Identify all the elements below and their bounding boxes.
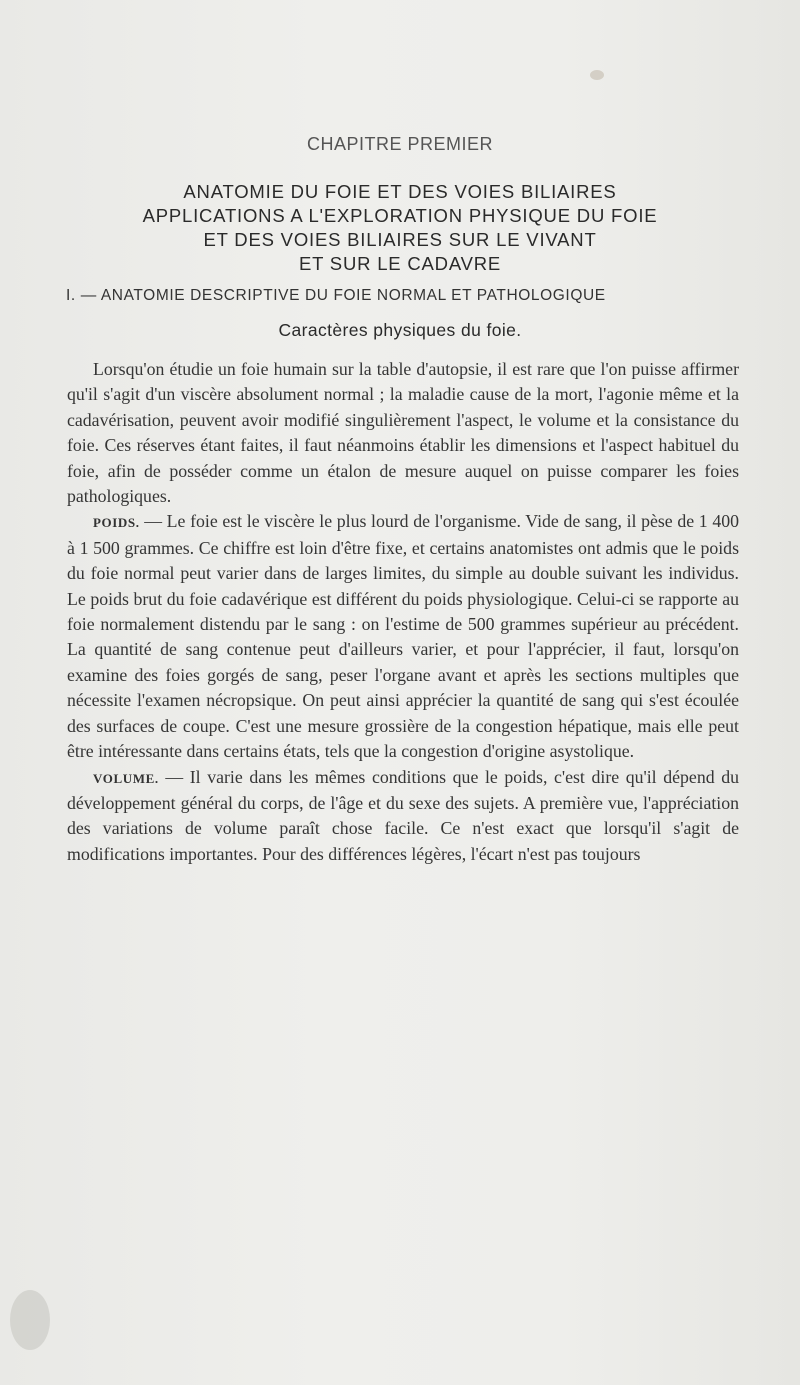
volume-text: — Il varie dans les mêmes conditions que le poids, c'est dire qu'il dépend du développement général du corps, de l'âge et du sexe des sujets. A première vue, l'appréciation des variations de volume paraît chose facile. Ce n'est exact que lorsqu'il s'agit de modifications importantes. Pour des différences légères, l'écart n'est pas toujours xyxy=(67,766,739,864)
body-text xyxy=(67,357,739,867)
subsection-heading: Caractères physiques du foie. xyxy=(278,320,522,340)
chapter-title xyxy=(40,180,760,276)
title-line-3: ET DES VOIES BILIAIRES SUR LE VIVANT xyxy=(203,229,597,250)
poids-text: — Le foie est le viscère le plus lourd de l'organisme. Vide de sang, il pèse de 1 400 à 1 500 grammes. Ce chiffre est loin d'être fixe, et certains anatomistes ont admis que le poids du foie normal peut varier dans de larges limites, du simple au double suivant les individus. Le poids brut du foie cadavérique est différent du poids physiologique. Celui-ci se rapporte au foie normalement distendu par le sang : on l'estime de 500 grammes supérieur au précédent. La quantité de sang contenue peut d'ailleurs varier, et pour l'apprécier, il faut, lorsqu'on examine des foies gorgés de sang, peser l'organe avant et après les sections multiples que nécessite l'examen nécropsique. On peut ainsi apprécier la quantité de sang qui s'est écoulée des surfaces de coupe. C'est une mesure grossière de la congestion hépatique, mais elle peut être intéressante dans certains états, tels que la congestion d'origine asystolique. xyxy=(67,511,739,762)
paper-stain xyxy=(10,1290,50,1350)
volume-label: VOLUME. xyxy=(93,770,159,786)
section-heading: I. — ANATOMIE DESCRIPTIVE DU FOIE NORMAL ET PATHOLOGIQUE xyxy=(66,287,606,304)
title-line-1: ANATOMIE DU FOIE ET DES VOIES BILIAIRES xyxy=(183,181,617,202)
poids-label: POIDS. xyxy=(93,515,140,531)
title-line-2: APPLICATIONS A L'EXPLORATION PHYSIQUE DU FOIE xyxy=(142,205,658,226)
title-line-4: ET SUR LE CADAVRE xyxy=(298,253,502,274)
paragraph-intro: Lorsqu'on étudie un foie humain sur la table d'autopsie, il est rare que l'on puisse affirmer qu'il s'agit d'un viscère absolument normal ; la maladie cause de la mort, l'agonie même et la cadavérisation, peuvent avoir modifié singulièrement l'aspect, le volume et la consistance du foie. Ces réserves étant faites, il faut néanmoins établir les dimensions et l'aspect habituel du foie, afin de posséder comme un étalon de mesure auquel on puisse comparer les foies pathologiques. xyxy=(67,359,739,507)
chapter-heading: CHAPITRE PREMIER xyxy=(306,134,494,154)
paper-stain xyxy=(590,70,604,80)
paragraph-volume xyxy=(67,765,739,868)
paragraph-poids xyxy=(67,509,739,764)
